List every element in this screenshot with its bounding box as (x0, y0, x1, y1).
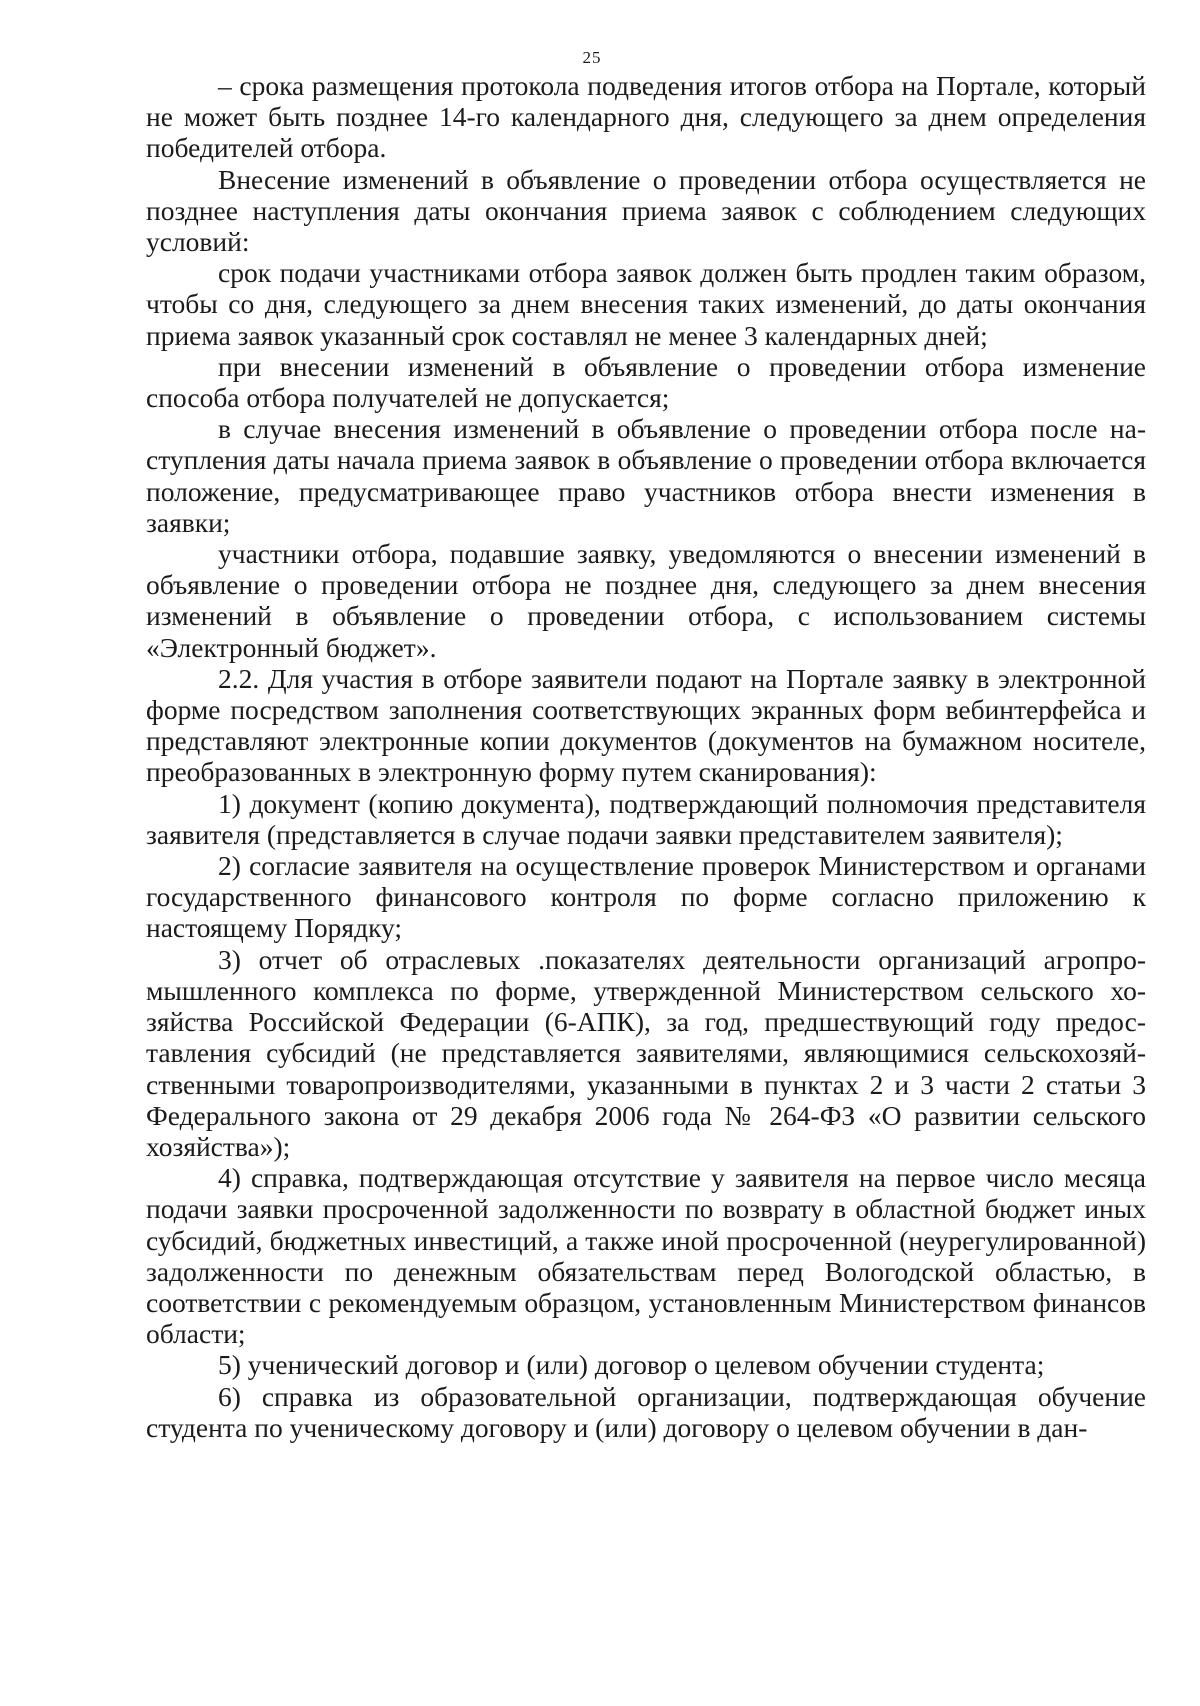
list-item-6: 6) справка из образовательной организации, подтверждающая обучение студента по ученическому договору и (или) договору о целевом обучении в дан- (146, 1380, 1146, 1443)
document-body (146, 70, 1146, 1443)
page-number: 25 (582, 48, 602, 67)
paragraph-condition-extension: срок подачи участниками отбора заявок должен быть продлен таким образом, чтобы со дня, следующего за днем внесения таких изменений, до даты окончания приема заявок указанный срок составлял не менее 3 календарных дней; (146, 257, 1146, 351)
paragraph-condition-notification: участники отбора, подавшие заявку, уведомляются о внесении изменений в объявление о проведении отбора не позднее дня, следующего за днем внесения изменений в объявление о проведении отбора, с использованием системы «Электронный бюджет». (146, 538, 1146, 663)
paragraph-changes-announcement: Внесение изменений в объявление о проведении отбора осуществляется не позднее наступления даты окончания приема заявок с соблюдением следующих условий: (146, 163, 1146, 258)
paragraph-protocol-deadline: – срока размещения протокола подведения итогов отбора на Портале, который не может быть позднее 14-го календарного дня, следующего за днем определения победителей отбора. (146, 70, 1146, 164)
paragraph-2-2-application: 2.2. Для участия в отборе заявители подают на Портале заявку в электронной форме посредством заполнения соответствующих экранных форм вебинтерфейса и представляют электронные копии документов (документов на бумажном носителе, преобразованных в электронную форму путем сканирования): (146, 662, 1146, 788)
list-item-4: 4) справка, подтверждающая отсутствие у заявителя на первое число месяца подачи заявки просроченной задолженности по возврату в областной бюджет иных субсидий, бюджетных инвестиций, а также иной просроченной (неурегулированной) задолженности по денежным обязательствам перед Вологодской областью, в соответствии с рекомендуемым образцом, установленным Министерством финансов области; (146, 1162, 1146, 1350)
list-item-3: 3) отчет об отраслевых .показателях деятельности организаций агропромышленного комплекса по форме, утвержденной Министерством сельского хозяйства Российской Федерации (6-АПК), за год, предшествующий году предоставления субсидий (не представляется заявителями, являющимися сельскохозяйственными товаропроизводителями, указанными в пунктах 2 и 3 части 2 статьи 3 Федерального закона от 29 декабря 2006 года № 264-ФЗ «О развитии сельского хозяйства»); (146, 943, 1146, 1162)
list-item-1: 1) документ (копию документа), подтверждающий полномочия представителя заявителя (представляется в случае подачи заявки представителем заявителя); (146, 787, 1146, 850)
paragraph-condition-method: при внесении изменений в объявление о проведении отбора изменение способа отбора получателей не допускается; (146, 350, 1146, 414)
list-item-5: 5) ученический договор и (или) договор о целевом обучении студента; (218, 1349, 1045, 1381)
paragraph-condition-amend-applications: в случае внесения изменений в объявление о проведении отбора после наступления даты начала приема заявок в объявление о проведении отбора включается положение, предусматривающее право участников отбора внести изменения в заявки; (146, 413, 1146, 538)
list-item-2: 2) согласие заявителя на осуществление проверок Министерством и органами государственного финансового контроля по форме согласно приложению к настоящему Порядку; (146, 850, 1146, 944)
